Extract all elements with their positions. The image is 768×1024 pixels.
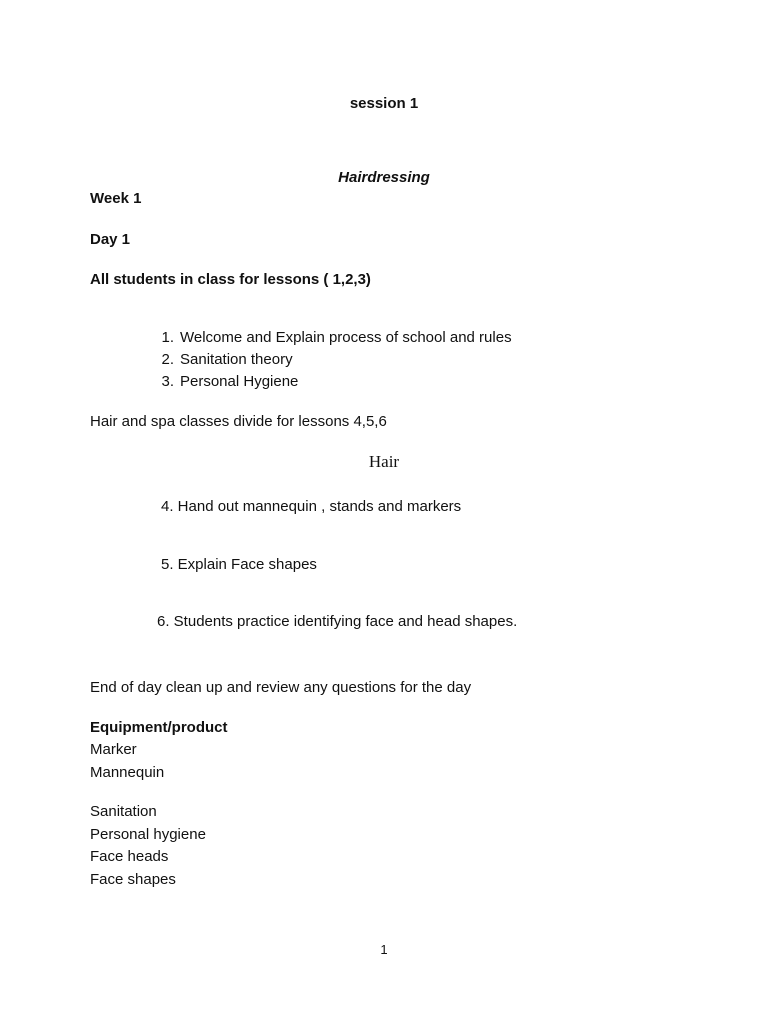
- list-number: 2.: [161, 351, 174, 368]
- list-text: Welcome and Explain process of school and rules: [180, 329, 512, 346]
- topic-item: Face heads: [90, 848, 169, 865]
- end-of-day-note: End of day clean up and review any questions for the day: [90, 679, 472, 696]
- list-number: 3.: [161, 373, 174, 390]
- list-item: [152, 328, 512, 348]
- hair-heading: Hair: [368, 452, 400, 471]
- list-text: Sanitation theory: [180, 351, 293, 368]
- lesson-5: 5. Explain Face shapes: [161, 556, 317, 573]
- list-item: [152, 372, 298, 392]
- list-text: Personal Hygiene: [180, 373, 299, 390]
- equipment-item: Marker: [90, 741, 137, 758]
- lesson-6: 6. Students practice identifying face and head shapes.: [157, 613, 518, 630]
- page-number: 1: [380, 942, 388, 957]
- equipment-item: Mannequin: [90, 764, 165, 781]
- all-students-note: All students in class for lessons ( 1,2,3): [90, 271, 371, 288]
- list-number: 1.: [161, 329, 174, 346]
- subject-title: Hairdressing: [338, 169, 430, 186]
- lesson-4: 4. Hand out mannequin , stands and markers: [161, 498, 462, 515]
- day-label: Day 1: [90, 231, 131, 248]
- list-item: [152, 350, 293, 370]
- divide-note: Hair and spa classes divide for lessons 4,5,6: [90, 413, 387, 430]
- session-title: session 1: [349, 95, 419, 112]
- topic-item: Sanitation: [90, 803, 157, 820]
- week-label: Week 1: [90, 190, 142, 207]
- topic-item: Face shapes: [90, 871, 176, 888]
- equipment-heading: Equipment/product: [90, 719, 228, 736]
- topic-item: Personal hygiene: [90, 826, 206, 843]
